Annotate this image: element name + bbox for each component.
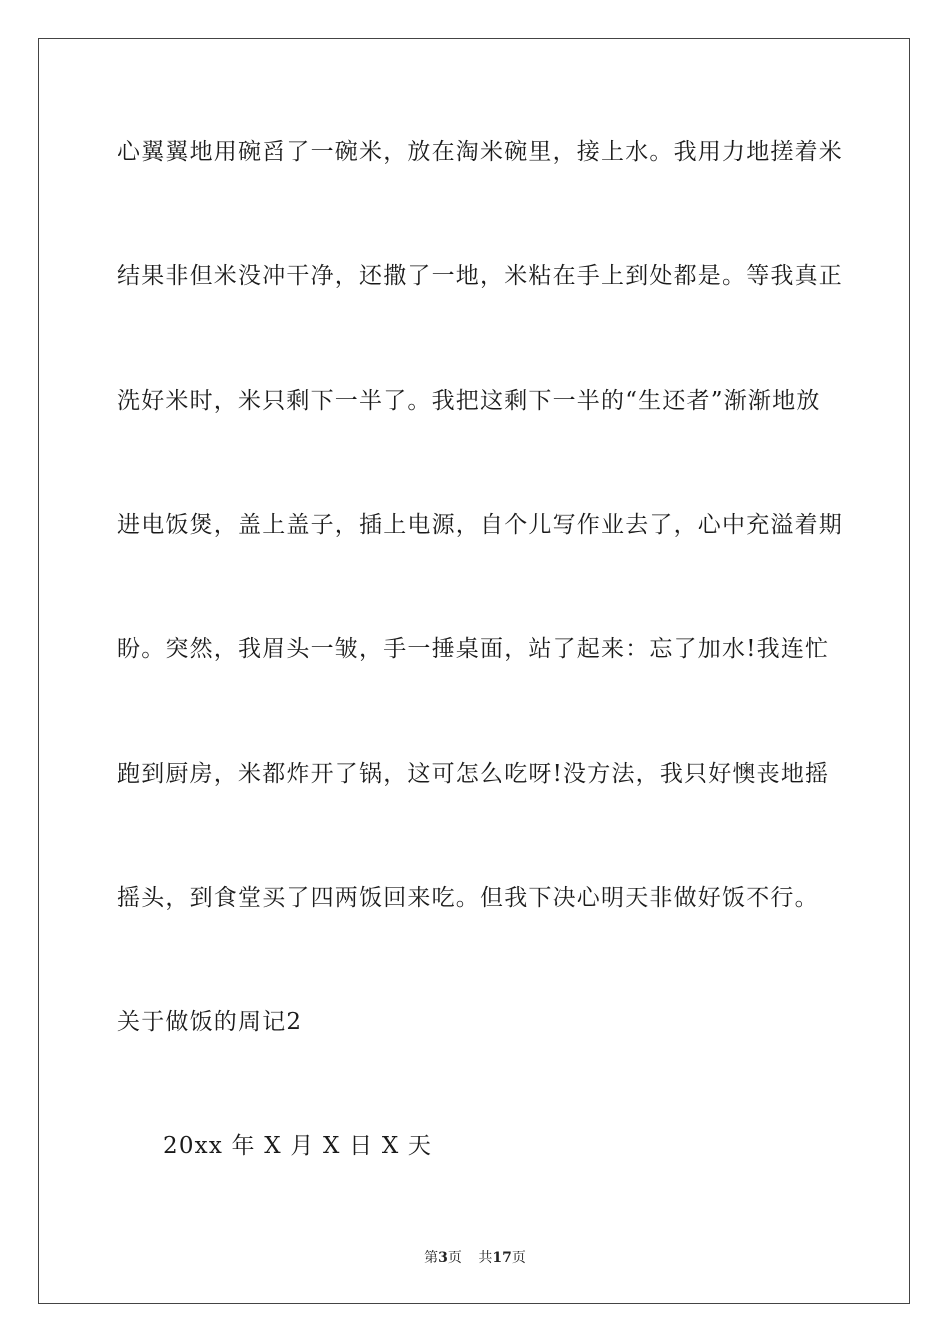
page-footer — [0, 1247, 950, 1267]
body-line-1: 心翼翼地用碗舀了一碗米，放在淘米碗里，接上水。我用力地搓着米 — [117, 139, 843, 165]
page-border — [38, 38, 910, 1304]
section-heading: 关于做饭的周记2 — [117, 1009, 303, 1035]
page-indicator: 第3页 — [424, 1250, 462, 1266]
body-line-3: 洗好米时，米只剩下一半了。我把这剩下一半的“生还者”渐渐地放 — [117, 388, 821, 414]
body-line-7: 摇头，到食堂买了四两饭回来吃。但我下决心明天非做好饭不行。 — [117, 885, 819, 911]
total-pages-indicator: 共17页 — [478, 1250, 526, 1266]
date-line: 20xx 年 X 月 X 日 X 天 — [163, 1133, 433, 1159]
body-line-2: 结果非但米没冲干净，还撒了一地，米粘在手上到处都是。等我真正 — [117, 263, 843, 289]
body-line-6: 跑到厨房，米都炸开了锅，这可怎么吃呀!没方法，我只好懊丧地摇 — [117, 761, 830, 787]
body-line-4: 进电饭煲，盖上盖子，插上电源，自个儿写作业去了，心中充溢着期 — [117, 512, 843, 538]
body-line-5: 盼。突然，我眉头一皱，手一捶桌面，站了起来：忘了加水!我连忙 — [117, 636, 830, 662]
